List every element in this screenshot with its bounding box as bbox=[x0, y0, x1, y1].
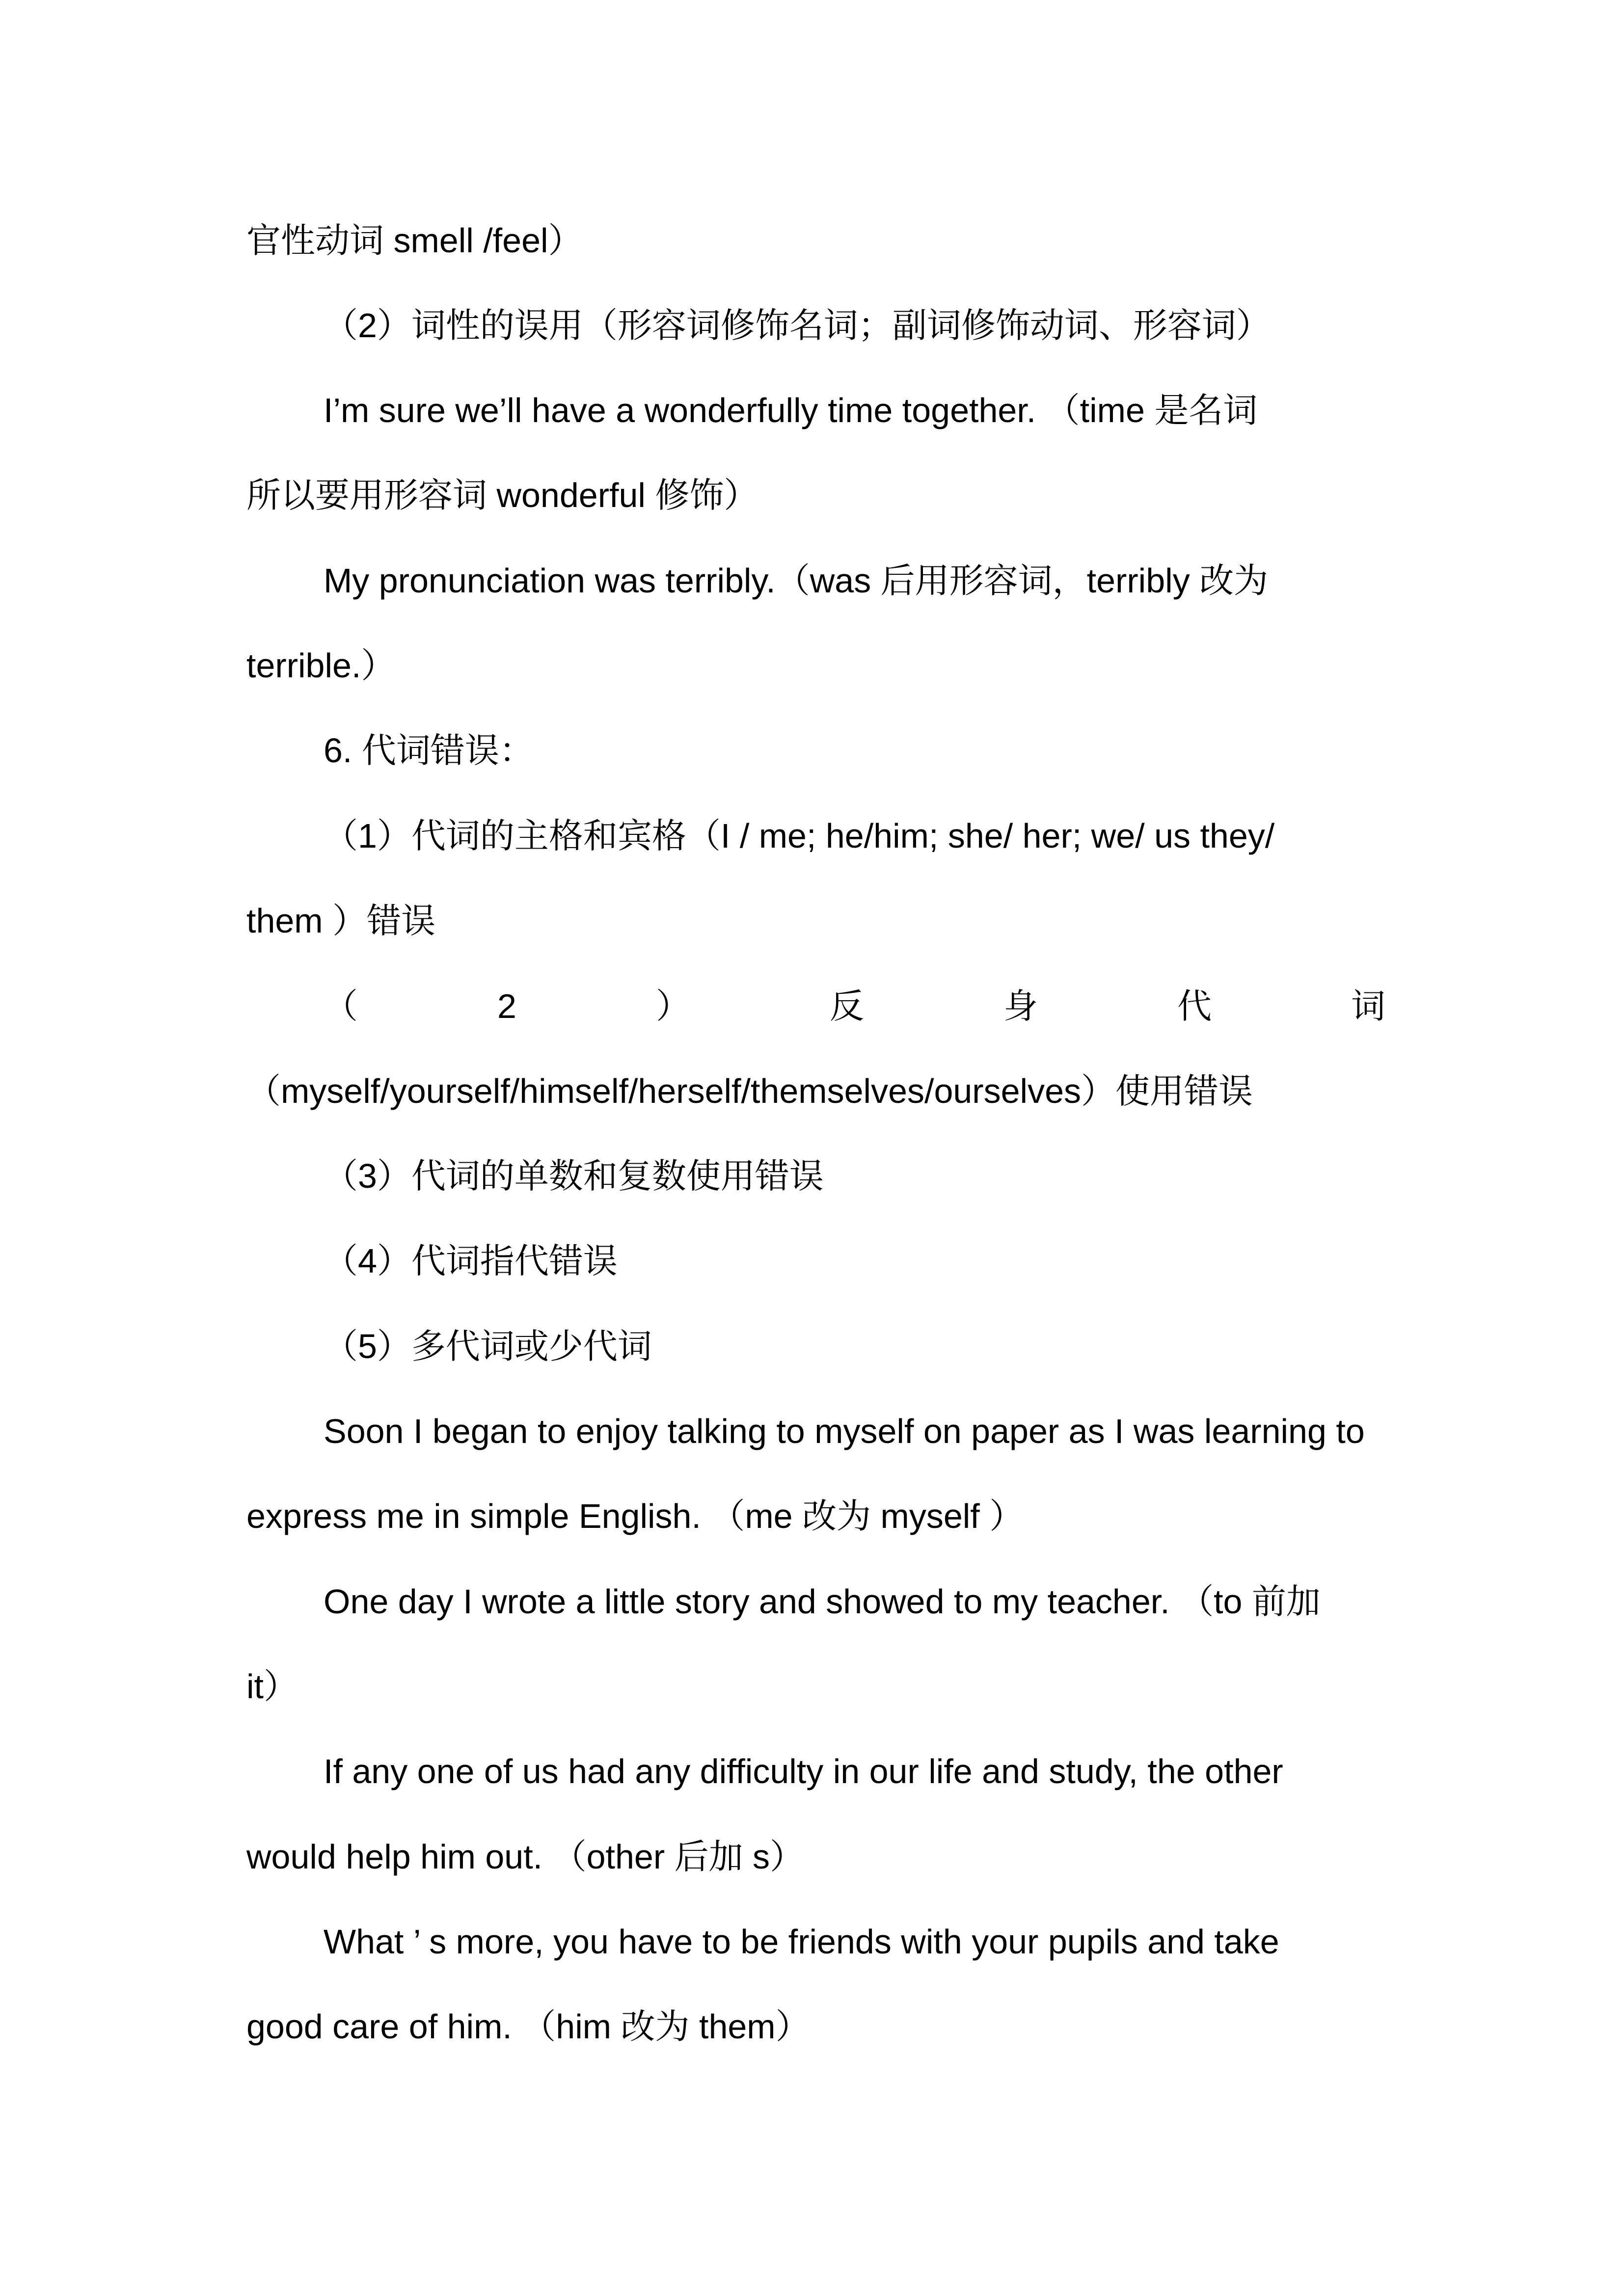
list-item: （4）代词指代错误 bbox=[324, 1242, 618, 1280]
example-sentence: One day I wrote a little story and showed to my teacher. （to 前加 bbox=[324, 1582, 1321, 1621]
list-item-spread bbox=[324, 974, 1385, 1038]
example-sentence: My pronunciation was terribly.（was 后用形容词，terribly 改为 bbox=[324, 561, 1269, 600]
text-line: 所以要用形容词 wonderful 修饰） bbox=[246, 476, 758, 514]
spread-char: 反 bbox=[829, 987, 864, 1025]
example-sentence: If any one of us had any difficulty in our life and study, the other bbox=[324, 1752, 1283, 1790]
spread-char: 代 bbox=[1177, 987, 1212, 1025]
spread-char: 2 bbox=[497, 987, 516, 1025]
text-line: it） bbox=[246, 1667, 298, 1706]
example-sentence: Soon I began to enjoy talking to myself on paper as I was learning to bbox=[324, 1412, 1365, 1450]
example-sentence: I’m sure we’ll have a wonderfully time together. （time 是名词 bbox=[324, 391, 1258, 429]
spread-char: 词 bbox=[1351, 987, 1385, 1025]
list-item: （1）代词的主格和宾格（I / me; he/him; she/ her; we/ us they/ bbox=[324, 817, 1275, 855]
section-heading: 6. 代词错误： bbox=[324, 731, 534, 770]
text-line: good care of him. （him 改为 them） bbox=[246, 2007, 810, 2046]
spread-char: ） bbox=[655, 987, 690, 1025]
text-line: terrible.） bbox=[246, 646, 396, 685]
example-sentence: What ’ s more, you have to be friends with your pupils and take bbox=[324, 1922, 1279, 1961]
section-heading: （2）词性的误用（形容词修饰名词；副词修饰动词、形容词） bbox=[324, 306, 1271, 345]
text-line: 官性动词 smell /feel） bbox=[246, 221, 583, 260]
spread-char: （ bbox=[324, 987, 358, 1025]
spread-char: 身 bbox=[1003, 987, 1038, 1025]
list-item: （5）多代词或少代词 bbox=[324, 1327, 652, 1365]
text-line: would help him out. （other 后加 s） bbox=[246, 1838, 805, 1876]
text-line: them ）错误 bbox=[246, 902, 436, 940]
list-item: （3）代词的单数和复数使用错误 bbox=[324, 1157, 824, 1195]
text-line: （myself/yourself/himself/herself/themselves/ourselves）使用错误 bbox=[246, 1072, 1253, 1110]
text-line: express me in simple English. （me 改为 myself ） bbox=[246, 1497, 1024, 1535]
